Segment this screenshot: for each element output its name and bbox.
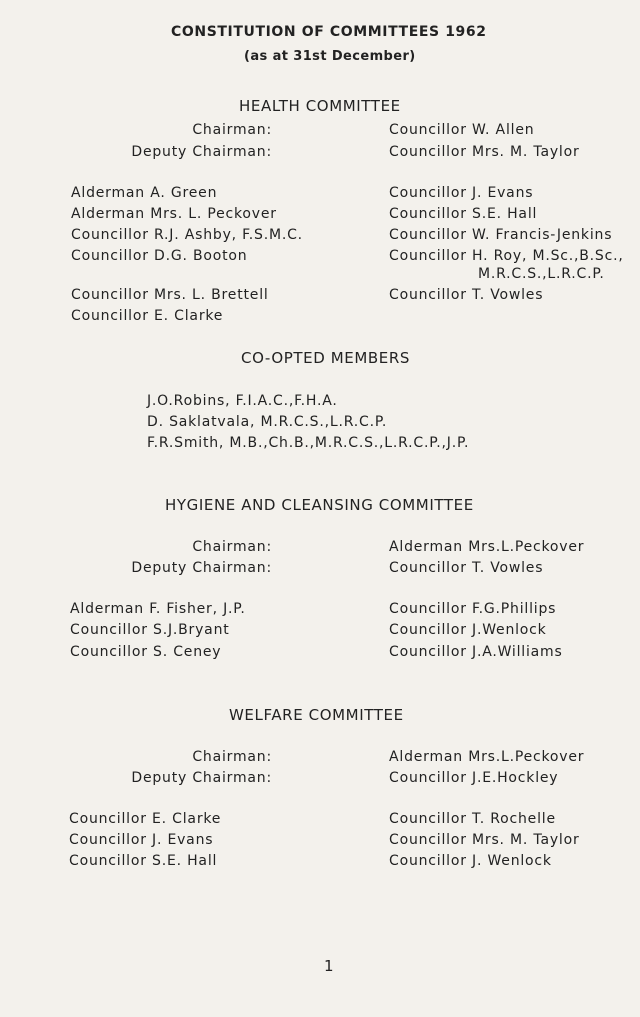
page-subtitle: (as at 31st December) <box>244 49 416 64</box>
health-member-right: Councillor J. Evans <box>389 185 534 201</box>
coopted-member: F.R.Smith, M.B.,Ch.B.,M.R.C.S.,L.R.C.P.,J.P. <box>147 435 470 451</box>
welfare-committee-heading: WELFARE COMMITTEE <box>229 706 404 724</box>
hygiene-member-right: Councillor J.Wenlock <box>389 622 547 638</box>
health-member-left: Councillor D.G. Booton <box>71 248 248 264</box>
health-chairman-name: Councillor W. Allen <box>389 122 535 138</box>
page-title: CONSTITUTION OF COMMITTEES 1962 <box>171 24 487 40</box>
health-member-right: Councillor T. Vowles <box>389 287 544 303</box>
health-member-left: Councillor E. Clarke <box>71 308 224 324</box>
welfare-member-left: Councillor S.E. Hall <box>69 853 218 869</box>
health-committee-heading: HEALTH COMMITTEE <box>239 97 401 115</box>
welfare-member-right: Councillor J. Wenlock <box>389 853 552 869</box>
hygiene-committee-heading: HYGIENE AND CLEANSING COMMITTEE <box>165 496 474 514</box>
hygiene-member-right: Councillor F.G.Phillips <box>389 601 557 617</box>
health-member-left: Councillor Mrs. L. Brettell <box>71 287 269 303</box>
health-deputy-label: Deputy Chairman: <box>131 144 272 160</box>
health-member-left: Alderman A. Green <box>71 185 218 201</box>
health-member-left: Alderman Mrs. L. Peckover <box>71 206 277 222</box>
welfare-member-left: Councillor E. Clarke <box>69 811 222 827</box>
hygiene-deputy-name: Councillor T. Vowles <box>389 560 544 576</box>
hygiene-chairman-name: Alderman Mrs.L.Peckover <box>389 539 585 555</box>
hygiene-member-left: Councillor S.J.Bryant <box>70 622 230 638</box>
coopted-member: J.O.Robins, F.I.A.C.,F.H.A. <box>147 393 338 409</box>
welfare-member-left: Councillor J. Evans <box>69 832 214 848</box>
health-member-left: Councillor R.J. Ashby, F.S.M.C. <box>71 227 303 243</box>
welfare-chairman-label: Chairman: <box>192 749 272 765</box>
hygiene-member-left: Councillor S. Ceney <box>70 644 222 660</box>
health-member-right-continuation: M.R.C.S.,L.R.C.P. <box>478 266 605 282</box>
hygiene-member-right: Councillor J.A.Williams <box>389 644 563 660</box>
hygiene-member-left: Alderman F. Fisher, J.P. <box>70 601 246 617</box>
hygiene-deputy-label: Deputy Chairman: <box>131 560 272 576</box>
health-chairman-label: Chairman: <box>192 122 272 138</box>
health-deputy-name: Councillor Mrs. M. Taylor <box>389 144 580 160</box>
welfare-deputy-label: Deputy Chairman: <box>131 770 272 786</box>
coopted-members-heading: CO-OPTED MEMBERS <box>241 349 411 367</box>
welfare-chairman-name: Alderman Mrs.L.Peckover <box>389 749 585 765</box>
welfare-member-right: Councillor Mrs. M. Taylor <box>389 832 580 848</box>
health-member-right: Councillor S.E. Hall <box>389 206 538 222</box>
welfare-member-right: Councillor T. Rochelle <box>389 811 556 827</box>
health-member-right: Councillor H. Roy, M.Sc.,B.Sc., <box>389 248 624 264</box>
welfare-deputy-name: Councillor J.E.Hockley <box>389 770 559 786</box>
coopted-member: D. Saklatvala, M.R.C.S.,L.R.C.P. <box>147 414 388 430</box>
page-number: 1 <box>324 957 334 975</box>
hygiene-chairman-label: Chairman: <box>192 539 272 555</box>
health-member-right: Councillor W. Francis-Jenkins <box>389 227 613 243</box>
